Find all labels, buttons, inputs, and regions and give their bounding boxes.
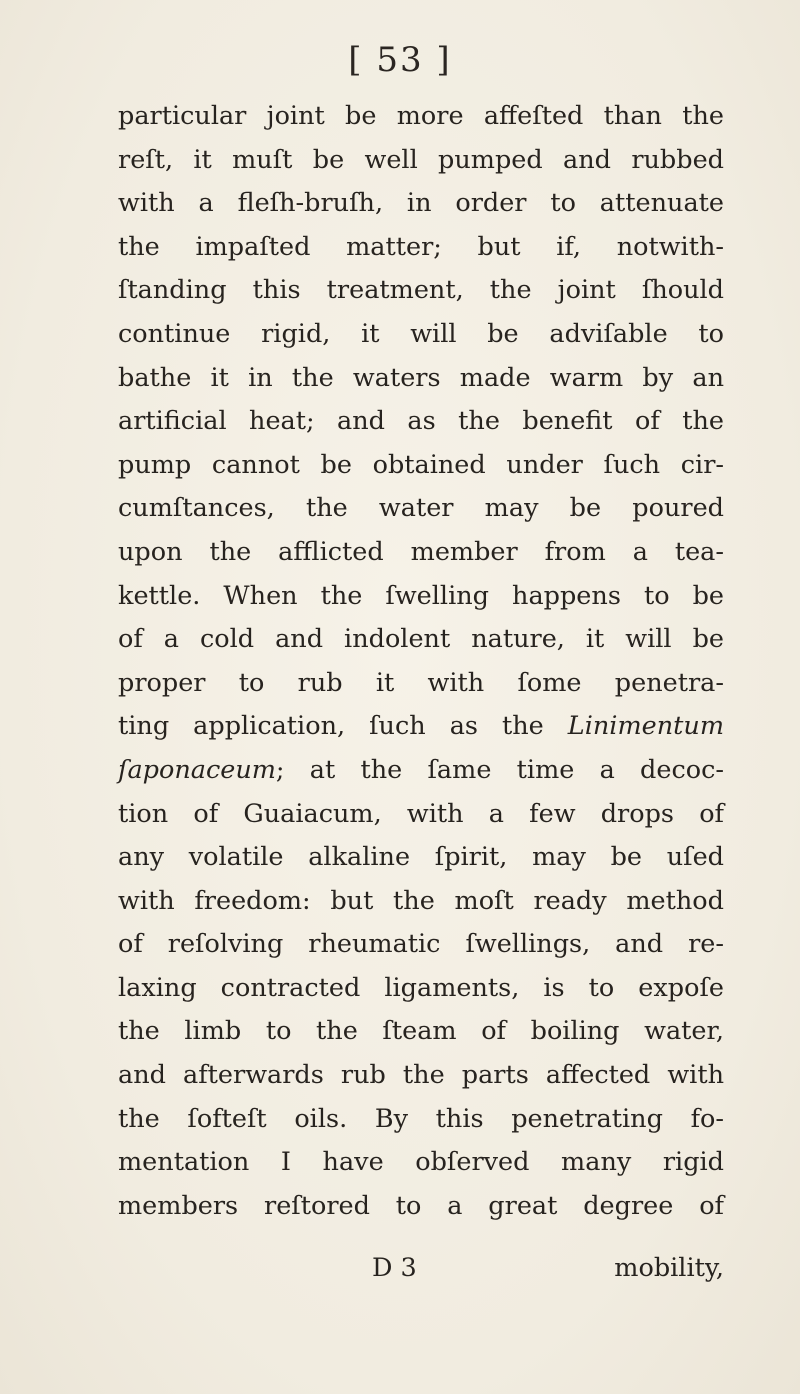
text-line: ting application, ſuch as the Linimentum xyxy=(118,711,724,742)
text-line: the impaſted matter; but if, notwith- xyxy=(118,231,724,262)
text-line: kettle. When the ſwelling happens to be xyxy=(118,580,724,611)
text-line: ſaponaceum; at the ſame time a decoc- xyxy=(118,754,724,785)
text-line: upon the afflicted member from a tea- xyxy=(118,536,724,567)
text-line: with a fleſh-bruſh, in order to attenuate xyxy=(118,188,724,219)
catchword: mobility, xyxy=(614,1253,724,1283)
text-line: the limb to the ſteam of boiling water, xyxy=(118,1016,724,1047)
text-line: mentation I have obſerved many rigid xyxy=(118,1147,724,1178)
text-line: pump cannot be obtained under ſuch cir- xyxy=(118,449,724,480)
text-line: proper to rub it with ſome penetra- xyxy=(118,667,724,698)
text-line: artificial heat; and as the benefit of the xyxy=(118,406,724,437)
text-line: cumſtances, the water may be poured xyxy=(118,493,724,524)
page-number-header: [ 53 ] xyxy=(348,40,452,80)
text-line: of a cold and indolent nature, it will be xyxy=(118,624,724,655)
text-line: any volatile alkaline ſpirit, may be uſed xyxy=(118,842,724,873)
text-line: ſtanding this treatment, the joint ſhould xyxy=(118,275,724,306)
text-line: members reſtored to a great degree of xyxy=(118,1190,724,1221)
text-line: laxing contracted ligaments, is to expoſe xyxy=(118,972,724,1003)
text-line: the ſofteſt oils. By this penetrating fo- xyxy=(118,1103,724,1134)
body-text xyxy=(118,95,724,1228)
text-line: reſt, it muſt be well pumped and rubbed xyxy=(118,144,724,175)
signature-mark: D 3 xyxy=(372,1253,417,1283)
text-line: continue rigid, it will be adviſable to xyxy=(118,318,724,349)
text-line: particular joint be more affeſted than the xyxy=(118,101,724,131)
text-line: bathe it in the waters made warm by an xyxy=(118,362,724,393)
text-line: tion of Guaiacum, with a few drops of xyxy=(118,798,724,829)
page-footer xyxy=(118,1246,724,1290)
text-line: with freedom: but the moſt ready method xyxy=(118,885,724,916)
text-line: and afterwards rub the parts affected with xyxy=(118,1060,724,1091)
text-line: of reſolving rheumatic ſwellings, and re- xyxy=(118,929,724,960)
